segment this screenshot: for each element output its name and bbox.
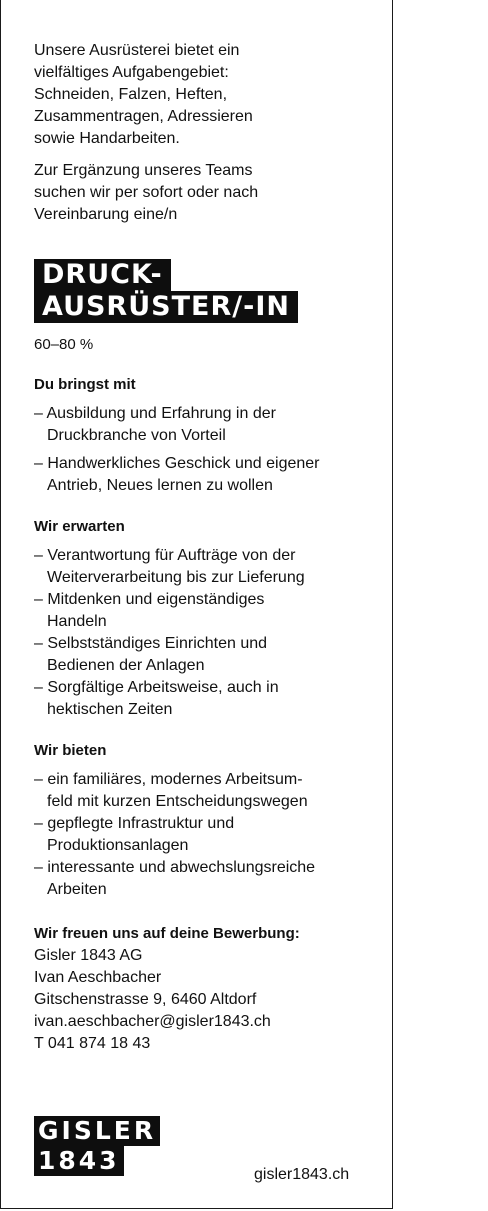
contact-block (34, 923, 374, 1055)
section-heading: Wir bieten (34, 742, 107, 759)
list-item: – Sorgfältige Arbeitsweise, auch in hektischen Zeiten (34, 679, 279, 718)
list-item: – interessante und abwechslungsreiche Arbeiten (34, 859, 316, 898)
section-offer (34, 741, 374, 901)
contact-phone: T 041 874 18 43 (34, 1035, 151, 1052)
logo-line-1: GISLER (34, 1116, 160, 1146)
list-item: – Mitdenken und eigenständiges Handeln (34, 591, 265, 630)
job-title-line-2: AUSRÜSTER/-IN (34, 291, 298, 323)
list-item: – Ausbildung und Erfahrung in der Druckbranche von Vorteil (34, 405, 276, 444)
list-item: – Handwerkliches Geschick und eigener Antrieb, Neues lernen zu wollen (34, 455, 320, 494)
expectations-list (34, 545, 374, 721)
list-item: – Verantwortung für Aufträge von der Weiterverarbeitung bis zur Lieferung (34, 547, 305, 586)
contact-company: Gisler 1843 AG (34, 947, 143, 964)
job-title-line-1: DRUCK- (34, 259, 171, 291)
website-link[interactable]: gisler1843.ch (254, 1166, 350, 1183)
contact-heading: Wir freuen uns auf deine Bewerbung: (34, 925, 300, 942)
logo-line-2: 1843 (34, 1146, 124, 1176)
workload-percentage: 60–80 % (34, 336, 94, 353)
section-heading: Wir erwarten (34, 518, 125, 535)
section-expectations (34, 517, 374, 721)
offer-list (34, 769, 374, 901)
contact-email[interactable]: ivan.aeschbacher@gisler1843.ch (34, 1013, 271, 1030)
list-item: – Selbstständiges Einrichten und Bedienen der Anlagen (34, 635, 268, 674)
job-ad-content (34, 40, 374, 1055)
contact-person: Ivan Aeschbacher (34, 969, 162, 986)
job-title (34, 259, 374, 323)
intro-paragraph-2: Zur Ergänzung unseres Teams suchen wir per sofort oder nach Vereinbarung eine/n (34, 162, 259, 223)
section-requirements (34, 375, 374, 497)
intro-paragraph-1: Unsere Ausrüsterei bietet ein vielfältiges Aufgabengebiet: Schneiden, Falzen, Heften, Zusammentragen, Adressieren sowie Handarbeiten. (34, 42, 253, 147)
list-item: – gepflegte Infrastruktur und Produktionsanlagen (34, 815, 235, 854)
list-item: – ein familiäres, modernes Arbeitsum- feld mit kurzen Entscheidungswegen (34, 771, 308, 810)
section-heading: Du bringst mit (34, 376, 136, 393)
contact-address: Gitschenstrasse 9, 6460 Altdorf (34, 991, 257, 1008)
requirements-list (34, 403, 374, 497)
gisler-logo (34, 1116, 160, 1176)
